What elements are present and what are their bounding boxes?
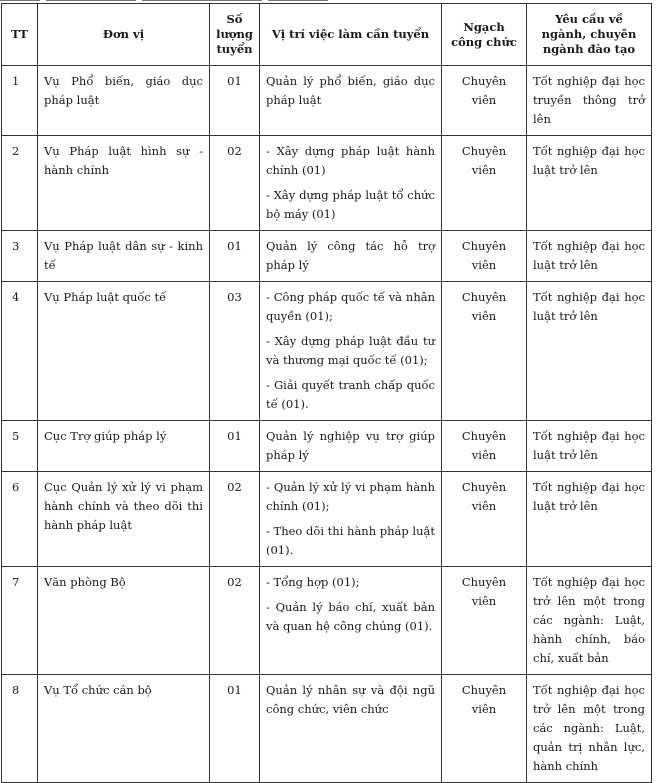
quantity: 03 xyxy=(210,282,260,421)
position-item: Quản lý nhân sự và đội ngũ công chức, viên chức xyxy=(266,683,435,716)
positions-cell xyxy=(260,136,442,231)
header-position: Vị trí việc làm cần tuyển xyxy=(260,4,442,66)
header-unit: Đơn vị xyxy=(38,4,210,66)
table-row xyxy=(2,421,652,472)
header-tt: TT xyxy=(2,4,38,66)
positions-cell xyxy=(260,421,442,472)
table-row xyxy=(2,136,652,231)
unit-name: Cục Quản lý xử lý vi phạm hành chính và theo dõi thi hành pháp luật xyxy=(38,472,210,567)
civil-servant-grade: Chuyên viên xyxy=(442,675,527,783)
training-requirement: Tốt nghiệp đại học luật trở lên xyxy=(527,231,652,282)
positions-cell xyxy=(260,567,442,675)
position-item: - Xây dựng pháp luật tổ chức bộ máy (01) xyxy=(266,188,435,221)
position-item: Quản lý công tác hỗ trợ pháp lý xyxy=(266,239,435,272)
positions-cell xyxy=(260,282,442,421)
position-item: - Theo dõi thi hành pháp luật (01). xyxy=(266,524,435,557)
table-row xyxy=(2,282,652,421)
position-item: - Quản lý báo chí, xuất bản và quan hệ công chúng (01). xyxy=(266,600,435,633)
row-number: 7 xyxy=(2,567,38,675)
civil-servant-grade: Chuyên viên xyxy=(442,567,527,675)
quantity: 01 xyxy=(210,421,260,472)
quantity: 01 xyxy=(210,231,260,282)
quantity: 01 xyxy=(210,66,260,136)
table-row xyxy=(2,66,652,136)
unit-name: Vụ Pháp luật quốc tế xyxy=(38,282,210,421)
unit-name: Vụ Pháp luật hình sự - hành chính xyxy=(38,136,210,231)
civil-servant-grade: Chuyên viên xyxy=(442,66,527,136)
training-requirement: Tốt nghiệp đại học trở lên một trong các ngành: Luật, hành chính, báo chí, xuất bản xyxy=(527,567,652,675)
position-item: Quản lý phổ biến, giáo dục pháp luật xyxy=(266,74,435,107)
row-number: 3 xyxy=(2,231,38,282)
position-item: - Quản lý xử lý vi phạm hành chính (01); xyxy=(266,480,435,513)
recruitment-table xyxy=(1,3,652,783)
row-number: 2 xyxy=(2,136,38,231)
row-number: 5 xyxy=(2,421,38,472)
unit-name: Vụ Pháp luật dân sự - kinh tế xyxy=(38,231,210,282)
civil-servant-grade: Chuyên viên xyxy=(442,136,527,231)
positions-cell xyxy=(260,472,442,567)
position-item: - Xây dựng pháp luật hành chính (01) xyxy=(266,144,435,177)
positions-cell xyxy=(260,231,442,282)
header-requirement: Yêu cầu về ngành, chuyên ngành đào tạo xyxy=(527,4,652,66)
training-requirement: Tốt nghiệp đại học luật trở lên xyxy=(527,136,652,231)
position-item: - Tổng hợp (01); xyxy=(266,575,360,589)
position-item: Quản lý nghiệp vụ trợ giúp pháp lý xyxy=(266,429,435,462)
row-number: 4 xyxy=(2,282,38,421)
quantity: 02 xyxy=(210,472,260,567)
table-header-row xyxy=(2,4,652,66)
row-number: 1 xyxy=(2,66,38,136)
quantity: 01 xyxy=(210,675,260,783)
training-requirement: Tốt nghiệp đại học luật trở lên xyxy=(527,282,652,421)
table-row xyxy=(2,675,652,783)
table-row xyxy=(2,567,652,675)
training-requirement: Tốt nghiệp đại học trở lên một trong các ngành: Luật, quản trị nhân lực, hành chính xyxy=(527,675,652,783)
position-item: - Xây dựng pháp luật đầu tư và thương mại quốc tế (01); xyxy=(266,334,435,367)
quantity: 02 xyxy=(210,567,260,675)
unit-name: Văn phòng Bộ xyxy=(38,567,210,675)
civil-servant-grade: Chuyên viên xyxy=(442,472,527,567)
civil-servant-grade: Chuyên viên xyxy=(442,231,527,282)
positions-cell xyxy=(260,66,442,136)
table-row xyxy=(2,231,652,282)
training-requirement: Tốt nghiệp đại học truyền thông trở lên xyxy=(527,66,652,136)
table-row xyxy=(2,472,652,567)
position-item: - Giải quyết tranh chấp quốc tế (01). xyxy=(266,378,435,411)
civil-servant-grade: Chuyên viên xyxy=(442,421,527,472)
training-requirement: Tốt nghiệp đại học luật trở lên xyxy=(527,421,652,472)
civil-servant-grade: Chuyên viên xyxy=(442,282,527,421)
unit-name: Vụ Phổ biến, giáo dục pháp luật xyxy=(38,66,210,136)
training-requirement: Tốt nghiệp đại học luật trở lên xyxy=(527,472,652,567)
unit-name: Vụ Tổ chức cán bộ xyxy=(38,675,210,783)
position-item: - Công pháp quốc tế và nhân quyền (01); xyxy=(266,290,435,323)
header-quantity: Số lượng tuyển xyxy=(210,4,260,66)
row-number: 6 xyxy=(2,472,38,567)
positions-cell xyxy=(260,675,442,783)
unit-name: Cục Trợ giúp pháp lý xyxy=(38,421,210,472)
quantity: 02 xyxy=(210,136,260,231)
row-number: 8 xyxy=(2,675,38,783)
header-grade: Ngạch công chức xyxy=(442,4,527,66)
